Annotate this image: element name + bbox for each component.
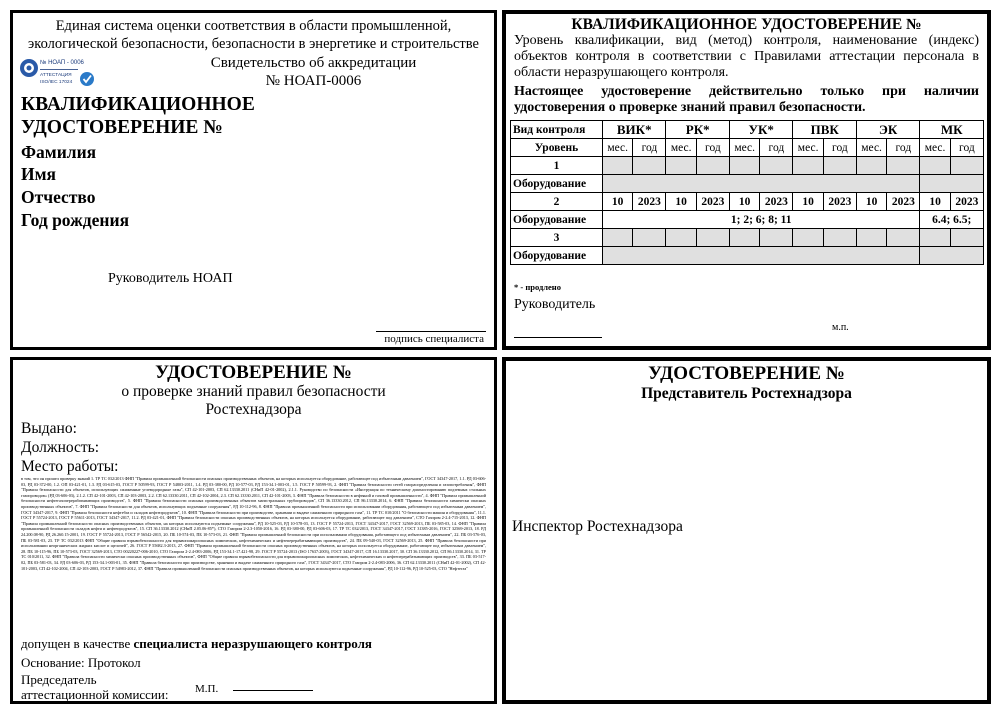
stamp-mark: М.П.: [195, 683, 219, 695]
year-header: год: [633, 139, 666, 157]
l2-value: 2023: [887, 193, 920, 211]
month-header: мес.: [856, 139, 886, 157]
method-vik: ВИК*: [603, 121, 666, 139]
level-2-label: 2: [511, 193, 603, 211]
basis-line: Основание: Протокол: [21, 655, 141, 670]
level-1-label: 1: [511, 157, 603, 175]
level-1-equipment-row: [511, 175, 984, 193]
method-pvk: ПВК: [793, 121, 856, 139]
level-2-equipment-row: [511, 211, 984, 229]
logo-number: № НОАП - 0006: [40, 60, 84, 66]
field-name: Имя: [21, 164, 56, 184]
l2-value: 2023: [760, 193, 793, 211]
rostekhnadzor-panel: [502, 357, 991, 704]
field-patronymic: Отчество: [21, 187, 96, 207]
footnote: * - продлено: [514, 282, 561, 292]
logo-line-2: ISO/IEC 17024: [40, 80, 73, 85]
panel-title: УДОСТОВЕРЕНИЕ №: [648, 363, 845, 384]
l2-value: 10: [729, 193, 759, 211]
year-header: год: [950, 139, 983, 157]
qualification-detail-panel: [502, 10, 991, 350]
signature-label: подпись специалиста: [384, 333, 484, 345]
level-1-row: [511, 157, 984, 175]
chairman-line-1: Председатель: [21, 672, 97, 687]
header-text: [13, 17, 494, 53]
equipment-label: Оборудование: [511, 211, 603, 229]
l2-value: 2023: [696, 193, 729, 211]
l2-value: 10: [793, 193, 823, 211]
admitted-prefix: допущен в качестве: [21, 636, 134, 651]
month-header: мес.: [603, 139, 633, 157]
level-3-equipment-row: [511, 247, 984, 265]
panel-subtitle: Представитель Ростехнадзора: [641, 385, 852, 402]
cert-title-1: КВАЛИФИКАЦИОННОЕ: [21, 94, 255, 115]
safety-knowledge-panel: [10, 357, 497, 704]
level-3-row: [511, 229, 984, 247]
issued-label: Выдано:: [21, 420, 77, 437]
panel-title: КВАЛИФИКАЦИОННОЕ УДОСТОВЕРЕНИЕ №: [571, 16, 922, 33]
l2-value: 10: [603, 193, 633, 211]
admitted-line: [21, 636, 372, 652]
signature-line: [514, 337, 602, 338]
month-header: мес.: [793, 139, 823, 157]
equipment-label: Оборудование: [511, 247, 603, 265]
qualification-cover-panel: [10, 10, 497, 350]
method-ek: ЭК: [856, 121, 919, 139]
admitted-role: специалиста неразрушающего контроля: [133, 636, 372, 651]
l2-value: 10: [856, 193, 886, 211]
month-header: мес.: [729, 139, 759, 157]
header-line-1: Единая система оценки соответствия в области промышленной,: [55, 18, 452, 34]
year-header: год: [696, 139, 729, 157]
table-subheader-row: [511, 139, 984, 157]
noap-logo: [19, 55, 99, 89]
col-control-type: Вид контроля: [511, 121, 603, 139]
table-header-row: [511, 121, 984, 139]
l2-value: 10: [666, 193, 696, 211]
signature-line: [233, 690, 313, 691]
year-header: год: [887, 139, 920, 157]
subtitle-line-1: о проверке знаний правил безопасности: [121, 383, 386, 400]
header-line-2: экологической безопасности, безопасности в энергетике и строительстве: [28, 36, 479, 52]
qualification-paragraph: Уровень квалификации, вид (метод) контроля, наименование (индекс) объектов контроля в соответствии с Правилами аттестации персонала в области неразрушающего контроля.: [514, 33, 979, 80]
head-label: Руководитель: [514, 297, 596, 312]
qualification-table: [510, 120, 984, 265]
panel-title: УДОСТОВЕРЕНИЕ №: [155, 362, 352, 383]
cert-title-2: УДОСТОВЕРЕНИЕ №: [21, 117, 223, 138]
logo-line-1: АТТЕСТАЦИЯ: [40, 73, 72, 78]
subtitle-line-2: Ростехнадзора: [205, 401, 302, 418]
field-birth-year: Год рождения: [21, 210, 130, 230]
l2-value: 2023: [633, 193, 666, 211]
l2-equipment-mk: 6.4; 6.5;: [920, 211, 984, 229]
stamp-mark: м.п.: [832, 322, 849, 333]
level-3-label: 3: [511, 229, 603, 247]
year-header: год: [823, 139, 856, 157]
workplace-label: Место работы:: [21, 458, 119, 475]
chairman-line-2: аттестационной комиссии:: [21, 687, 169, 702]
col-level: Уровень: [511, 139, 603, 157]
month-header: мес.: [920, 139, 950, 157]
fine-print: в том, что он прошел проверку знаний 1. ТР ТС 032/2013 ФНП "Правила промышленной безопасности опасных производственных объектов, на которых используется оборудование, работающее под избыточным давлением", ГОСТ 34347-2017, 1.1. РД 03-606-03, РД 03-372-00, 1.2. ОП 03-421-01, 1.3. РД 03-615-03, ГОСТ Р 50599-93, ГОСТ Р 54803-2011, 1.4. РД 03-380-00, РД 10-577-03, РД 153-34.1-003-01, 1.5. ГОСТ Р 50599-93, 2. ФНП "Правила безопасности сетей газораспределения и газопотребления", ФНП "Правила безопасности для объектов, использующих сжиженные углеводородные газы", СП 42-101-2003, СП 62.13330.2011 (СНиП 42-01-2002), 2.1.1. Руководство по безопасности «Инструкция по техническому диагностированию подземных стальных газопроводов» (РД 03-606-03), 2.1.2. СП 42-101-2003, СП 42-103-2003, 2.2. СП 62.13330.2011, СП 42-102-2004, 2.3. СП 62.13330.2011, СП 42-101-2003, 3. ФНП "Правила безопасности в нефтяной и газовой промышленности", 4. ФНП "Правила промышленной безопасности нефтегазоперерабатывающих производств", 5. ФНП "Правила безопасности опасных производственных объектов магистральных трубопроводов", СП 36.13330.2012, СП 86.13330.2014, 6. ФНП "Правила безопасности химически опасных производственных объектов", 7. ФНП "Правила безопасности для объектов, использующих подъемные сооружения", РД 10-112-96, 8. ФНП "Правила промышленной безопасности при использовании оборудования, работающего под избыточным давлением", ГОСТ 34347-2017, 9. ФНП "Правила безопасности нефтебаз и складов нефтепродуктов", 10. ФНП "Правила безопасности при производстве, хранении и выдаче сжиженного природного газа", 11. ТР ТС 010/2011 "О безопасности машин и оборудования", 11.1. ГОСТ Р 55724-2013, ГОСТ Р 55611-2013, ГОСТ 34347-2017, 11.2. РД 03-421-01, ФНП "Правила безопасности опасных производственных объектов, на которых используется оборудование, работающее под давлением", СТО Газпром 2-2.4-715-2013, 12. ФНП "Правила промышленной безопасности опасных производственных объектов, на которых используются подъемные сооружения", РД 10-525-03, РД 10-578-03, 13. ГОСТ Р 55724-2013, ГОСТ 34347-2017, ГОСТ 32569-2013, ПБ 03-585-03, 14. ФНП "Правила промышленной безопасности складов нефти и нефтепродуктов", 15. СП 36.13330.2012 (СНиП 2.05.06-85*), СТО Газпром 2-2.3-1050-2016, 16. РД 03-380-00, РД 03-606-03, 17. ТР ТС 032/2013, ГОСТ 34347-2017, ГОСТ 31385-2016, ГОСТ 32569-2013, 18. РД 24.200.08-90, РД 26.260.15-2001, 19. ГОСТ Р 55724-2013, ГОСТ Р 56542-2015, 20. ПБ 10-574-03, ПБ 10-573-03, 21. ФНП "Правила промышленной безопасности при использовании оборудования, работающего под избыточным давлением", 22. ПБ 03-576-03, ПБ 03-581-03, 23. ТР ТС 032/2013 ФНП "Общие правила взрывобезопасности для взрывопожароопасных химических, нефтехимических и нефтеперерабатывающих производств", 24. ПБ 09-540-03, ГОСТ 32569-2013, 25. ФНП "Правила безопасности при использовании неорганических жидких кислот и щелочей", 26. ГОСТ Р 55682.3-2013, 27. ФНП "Правила промышленной безопасности опасных производственных объектов, на которых используется оборудование, работающее под избыточным давлением", 28. ПБ 10-115-96, ПБ 10-573-03, ГОСТ 32569-2013, СТО 00220227-006-2010, СТО Газпром 2-2.4-083-2006, РД 153-34.1-17.421-98, 29. ГОСТ Р 55724-2013 (ISO 17637:2003), ГОСТ 34347-2017, СП 16.13330.2017, 30. СП 36.13330.2012, СП 86.13330.2014, 31. ТР ТС 010/2011, 32. ФНП "Правила безопасности химически опасных производственных объектов", ФНП "Общие правила взрывобезопасности для взрывопожароопасных химических, нефтехимических и нефтеперерабатывающих производств", 33. ПБ 03-517-02, ПБ 03-581-03, 34. РД 03-606-03, РД 153-34.1-003-01, 35. ФНП "Правила безопасности при производстве, хранении и выдаче сжиженного природного газа", ГОСТ 34347-2017, СТО Газпром 2-2.4-083-2006, 36. СП 62.13330.2011 (СНиП 42-01-2002), СП 42-101-2003, СП 42-102-2004, СП 42-103-2003, ГОСТ Р 54983-2012, 37. ФНП "Правила промышленной безопасности опасных производственных объектов, на которых используются подъемные сооружения", РД 10-112-96, РД 10-525-03, СТО "Нефтегаз": [21, 476, 486, 571]
validity-note: Настоящее удостоверение действительно только при наличии удостоверения о проверке знаний правил безопасности.: [514, 84, 979, 115]
head-label: Руководитель НОАП: [108, 271, 233, 286]
month-header: мес.: [666, 139, 696, 157]
accreditation-title: Свидетельство об аккредитации: [210, 55, 417, 71]
field-surname: Фамилия: [21, 142, 97, 162]
method-mk: МК: [920, 121, 984, 139]
year-header: год: [760, 139, 793, 157]
accreditation-number: № НОАП-0006: [265, 73, 362, 89]
position-label: Должность:: [21, 439, 100, 456]
method-uk: УК*: [729, 121, 792, 139]
method-rk: РК*: [666, 121, 729, 139]
panel-subtitle: [13, 383, 494, 419]
signature-line: [376, 331, 486, 332]
level-2-row: [511, 193, 984, 211]
l2-equipment-main: 1; 2; 6; 8; 11: [603, 211, 920, 229]
equipment-label: Оборудование: [511, 175, 603, 193]
l2-value: 2023: [823, 193, 856, 211]
l2-value: 10: [920, 193, 950, 211]
inspector-label: Инспектор Ростехнадзора: [512, 518, 683, 535]
l2-value: 2023: [950, 193, 983, 211]
